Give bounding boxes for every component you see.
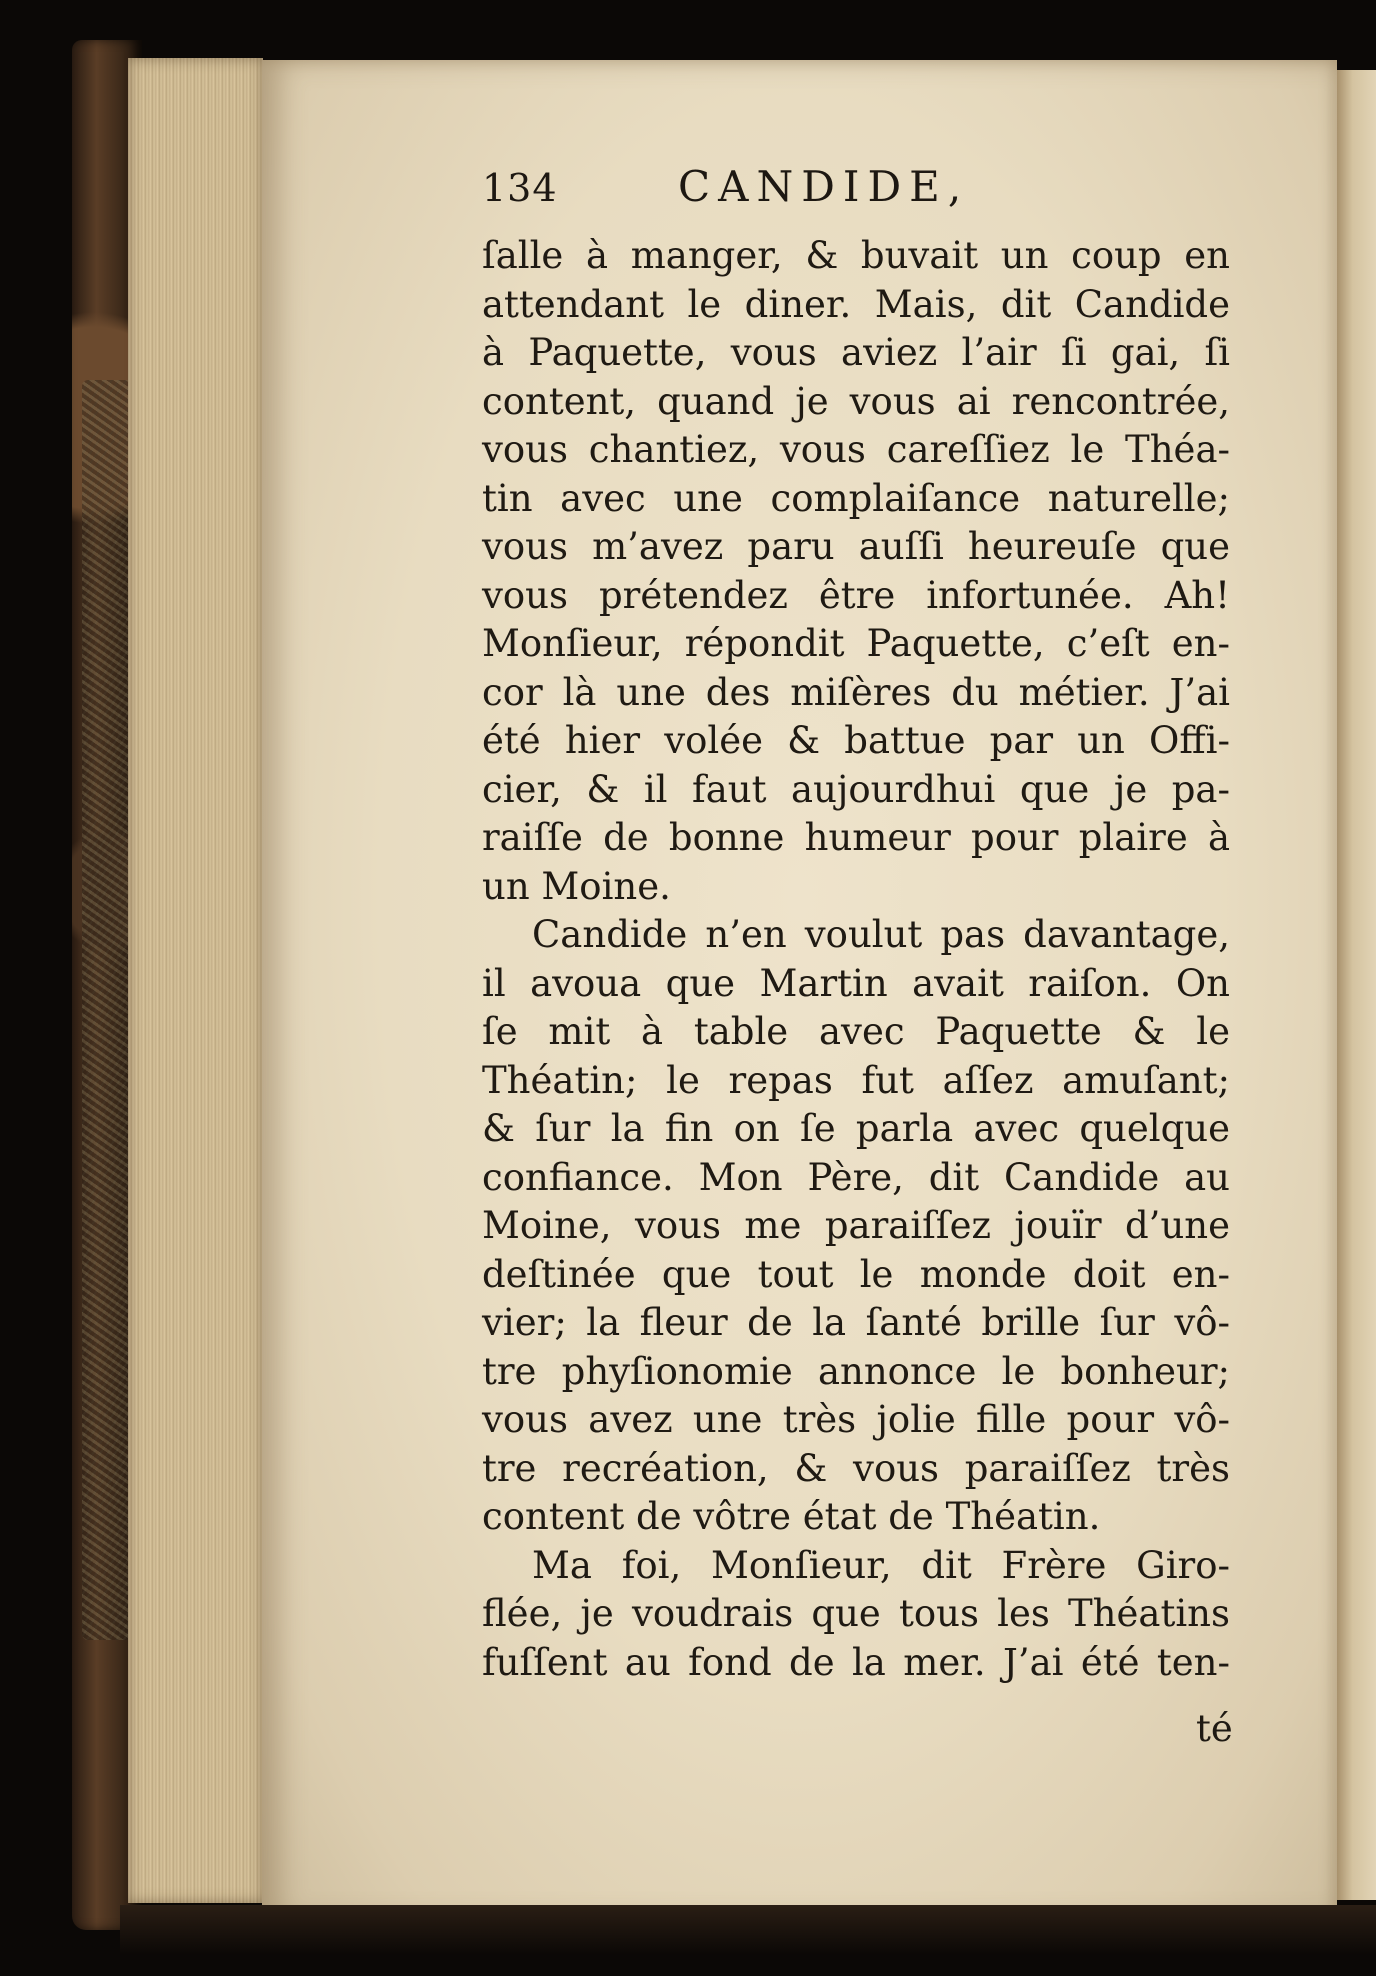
text-line: ſalle à manger, & buvait un coup en xyxy=(482,234,1230,277)
text-line: tin avec une complaiſance naturelle; xyxy=(482,476,1230,520)
text-line: vous avez une très jolie fille pour vô- xyxy=(482,1398,1230,1441)
text-line: il avoua que Martin avait raiſon. On xyxy=(482,961,1230,1005)
text-line: Ma foi, Monſieur, dit Frère Giro- xyxy=(532,1543,1230,1587)
text-line: tre recréation, & vous paraiſſez très xyxy=(482,1446,1230,1490)
facing-page-edge xyxy=(1337,70,1376,1900)
text-line: Monſieur, répondit Paquette, c’eſt en- xyxy=(482,622,1230,665)
page-header xyxy=(482,162,1072,222)
text-line: à Paquette, vous aviez l’air ſi gai, ſi xyxy=(482,331,1230,374)
page-edges xyxy=(128,58,263,1903)
body-text xyxy=(482,232,1230,1687)
text-line: été hier volée & battue par un Offi- xyxy=(482,719,1230,762)
text-line: fuſſent au fond de la mer. J’ai été ten- xyxy=(482,1640,1230,1684)
text-line: confiance. Mon Père, dit Candide au xyxy=(482,1155,1230,1199)
bottom-shadow xyxy=(120,1905,1376,1976)
text-line: vous chantiez, vous careſſiez le Théa- xyxy=(482,428,1230,471)
binding-texture xyxy=(82,380,132,1640)
text-line: deſtinée que tout le monde doit en- xyxy=(482,1252,1230,1296)
page-number: 134 xyxy=(482,166,558,210)
text-line: Candide n’en voulut pas davantage, xyxy=(532,913,1230,956)
text-line: flée, je voudrais que tous les Théatins xyxy=(482,1592,1230,1635)
text-line: un Moine. xyxy=(482,864,671,908)
text-line: Théatin; le repas fut aſſez amuſant; xyxy=(482,1058,1230,1102)
catchword: té xyxy=(1196,1707,1233,1750)
text-line: cor là une des miſères du métier. J’ai xyxy=(482,670,1230,714)
text-line: content, quand je vous ai rencontrée, xyxy=(482,379,1230,423)
text-line: tre phyſionomie annonce le bonheur; xyxy=(482,1349,1230,1393)
text-line: vous m’avez paru auſſi heureuſe que xyxy=(482,525,1230,568)
text-line: Moine, vous me paraiſſez jouïr d’une xyxy=(482,1204,1230,1247)
text-line: & ſur la fin on ſe parla avec quelque xyxy=(482,1107,1230,1150)
running-title: CANDIDE, xyxy=(678,162,970,211)
text-line: cier, & il faut aujourdhui que je pa- xyxy=(482,767,1230,811)
text-line: vier; la fleur de la ſanté brille ſur vô- xyxy=(482,1301,1230,1344)
text-line: ſe mit à table avec Paquette & le xyxy=(482,1010,1230,1053)
text-line: raiſſe de bonne humeur pour plaire à xyxy=(482,816,1230,859)
text-line: vous prétendez être infortunée. Ah! xyxy=(482,573,1230,617)
text-line: attendant le diner. Mais, dit Candide xyxy=(482,282,1230,326)
text-line: content de vôtre état de Théatin. xyxy=(482,1495,1101,1538)
